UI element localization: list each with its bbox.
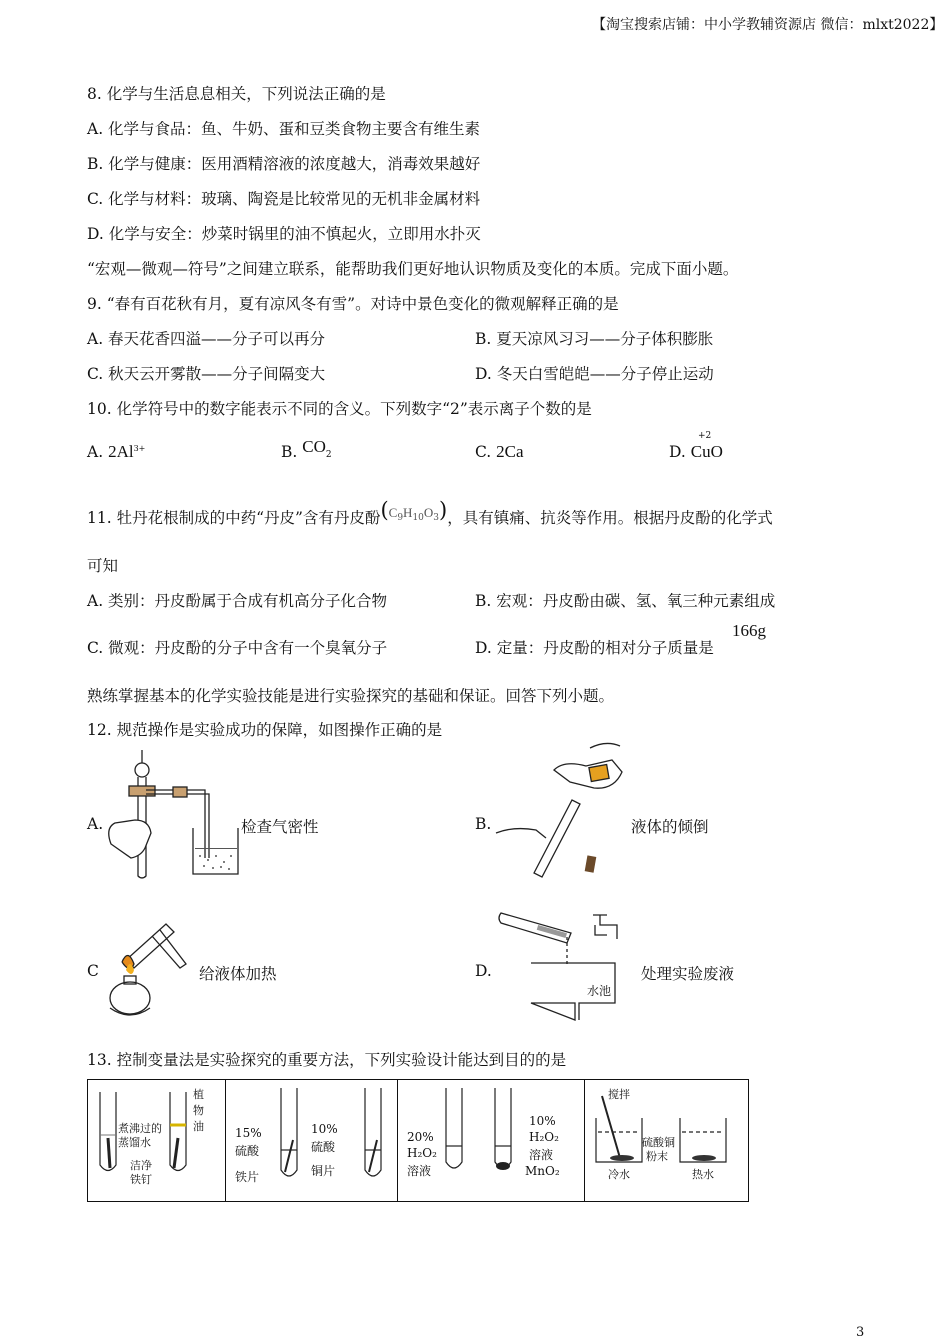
q12-c-label: C — [87, 962, 99, 980]
q11-option-c: C. 微观：丹皮酚的分子中含有一个臭氧分子 — [87, 639, 388, 657]
page-number: 3 — [856, 1325, 865, 1340]
header-shop-notice: 【淘宝搜索店铺：中小学教辅资源店 微信：mlxt2022】 — [592, 17, 944, 33]
q13-a-water-label-2: 蒸馏水 — [118, 1136, 151, 1149]
q10-option-b: B. $CO_2$ — [281, 437, 332, 461]
q12-stem: 12. 规范操作是实验成功的保障，如图操作正确的是 — [87, 721, 443, 739]
q13-c-right-chem: H₂O₂ — [529, 1130, 559, 1144]
q13-a-oil-label-3: 油 — [193, 1120, 204, 1133]
q13-a-oil-label-1: 植 — [193, 1088, 204, 1101]
q13-b-right-metal: 铜片 — [311, 1164, 336, 1178]
q13-a-nail-label-2: 铁钉 — [130, 1173, 152, 1186]
q11-stem: 11. 牡丹花根制成的中药“丹皮”含有丹皮酚$(C_9H_{10}O_3)$，具有镇痛、抗炎等作用。根据丹皮酚的化学式 — [87, 498, 773, 527]
q13-c-right-pct: 10% — [529, 1114, 556, 1128]
q13-d-stir-label: 搅拌 — [608, 1088, 630, 1101]
q10-stem: 10. 化学符号中的数字能表示不同的含义。下列数字“2”表示离子个数的是 — [87, 400, 592, 418]
q8-option-c: C. 化学与材料：玻璃、陶瓷是比较常见的无机非金属材料 — [87, 190, 481, 208]
q13-b-left-acid: 硫酸 — [235, 1144, 260, 1158]
q13-option-b-cell — [225, 1080, 398, 1201]
q13-b-left-pct: 15% — [235, 1126, 262, 1140]
intro-12-13: 熟练掌握基本的化学实验技能是进行实验探究的基础和保证。回答下列小题。 — [87, 687, 615, 705]
q12-d-caption: 处理实验废液 — [641, 965, 735, 983]
intro-9-10: “宏观—微观—符号”之间建立联系，能帮助我们更好地认识物质及变化的本质。完成下面小题。 — [87, 260, 739, 278]
q10-d-valence: +2 — [698, 431, 712, 441]
q13-d-cold-label: 冷水 — [608, 1168, 630, 1181]
q11-stem-cont: 可知 — [87, 557, 119, 575]
q12-b-caption: 液体的倾倒 — [631, 818, 709, 836]
q13-a-nail-label-1: 洁净 — [130, 1159, 152, 1172]
q9-option-a: A. 春天花香四溢——分子可以再分 — [87, 330, 326, 348]
q11-option-b: B. 宏观：丹皮酚由碳、氢、氧三种元素组成 — [475, 592, 776, 610]
q12-d-sink-label: 水池 — [587, 984, 612, 998]
q10-option-d: D. CuO — [669, 442, 723, 461]
q10-option-a: A. $2Al^{3+}$ — [87, 442, 146, 461]
liquid-pouring-illustration — [494, 738, 624, 878]
q13-option-d-cell — [584, 1080, 748, 1201]
q13-stem: 13. 控制变量法是实验探究的重要方法，下列实验设计能达到目的的是 — [87, 1051, 567, 1069]
q13-options-table — [87, 1079, 749, 1202]
q13-c-left-sol: 溶液 — [407, 1164, 432, 1178]
q11-option-a: A. 类别：丹皮酚属于合成有机高分子化合物 — [87, 592, 388, 610]
q8-stem: 8. 化学与生活息息相关，下列说法正确的是 — [87, 85, 386, 103]
q12-d-label: D. — [475, 962, 492, 980]
q13-c-left-pct: 20% — [407, 1130, 434, 1144]
q13-a-oil-label-2: 物 — [193, 1104, 204, 1117]
q13-d-powder-label-1: 硫酸铜 — [642, 1136, 675, 1149]
q13-b-right-pct: 10% — [311, 1122, 338, 1136]
q9-option-d: D. 冬天白雪皑皑——分子停止运动 — [475, 365, 714, 383]
airtight-check-illustration — [105, 748, 245, 880]
q13-b-right-acid: 硫酸 — [311, 1140, 336, 1154]
q11-d-value: 166g — [732, 621, 766, 640]
q8-option-d: D. 化学与安全：炒菜时锅里的油不慎起火，立即用水扑灭 — [87, 225, 481, 243]
rust-experiment-illustration — [88, 1080, 225, 1200]
q8-option-b: B. 化学与健康：医用酒精溶液的浓度越大，消毒效果越好 — [87, 155, 481, 173]
q13-b-left-metal: 铁片 — [235, 1170, 260, 1184]
q13-a-water-label: 煮沸过的 — [118, 1122, 162, 1135]
q13-c-catalyst: MnO₂ — [525, 1164, 560, 1178]
q13-d-hot-label: 热水 — [692, 1168, 714, 1181]
q10-option-c: C. 2Ca — [475, 442, 524, 461]
q13-option-a-cell — [88, 1080, 226, 1201]
q8-option-a: A. 化学与食品：鱼、牛奶、蛋和豆类食物主要含有维生素 — [87, 120, 481, 138]
q12-c-caption: 给液体加热 — [199, 965, 277, 983]
q11-option-d: D. 定量：丹皮酚的相对分子质量是 — [475, 639, 714, 657]
waste-disposal-illustration — [497, 905, 622, 1023]
q9-stem: 9. “春有百花秋有月，夏有凉风冬有雪”。对诗中景色变化的微观解释正确的是 — [87, 295, 619, 313]
q9-option-c: C. 秋天云开雾散——分子间隔变大 — [87, 365, 326, 383]
q13-d-powder-label-2: 粉末 — [646, 1150, 668, 1163]
q12-b-label: B. — [475, 815, 492, 833]
q9-option-b: B. 夏天凉风习习——分子体积膨胀 — [475, 330, 714, 348]
q12-a-label: A. — [87, 815, 104, 833]
q13-c-right-sol: 溶液 — [529, 1148, 554, 1162]
q13-c-left-chem: H₂O₂ — [407, 1146, 437, 1160]
q13-option-c-cell — [397, 1080, 585, 1201]
heating-liquid-illustration — [104, 918, 199, 1026]
q12-a-caption: 检查气密性 — [241, 818, 319, 836]
